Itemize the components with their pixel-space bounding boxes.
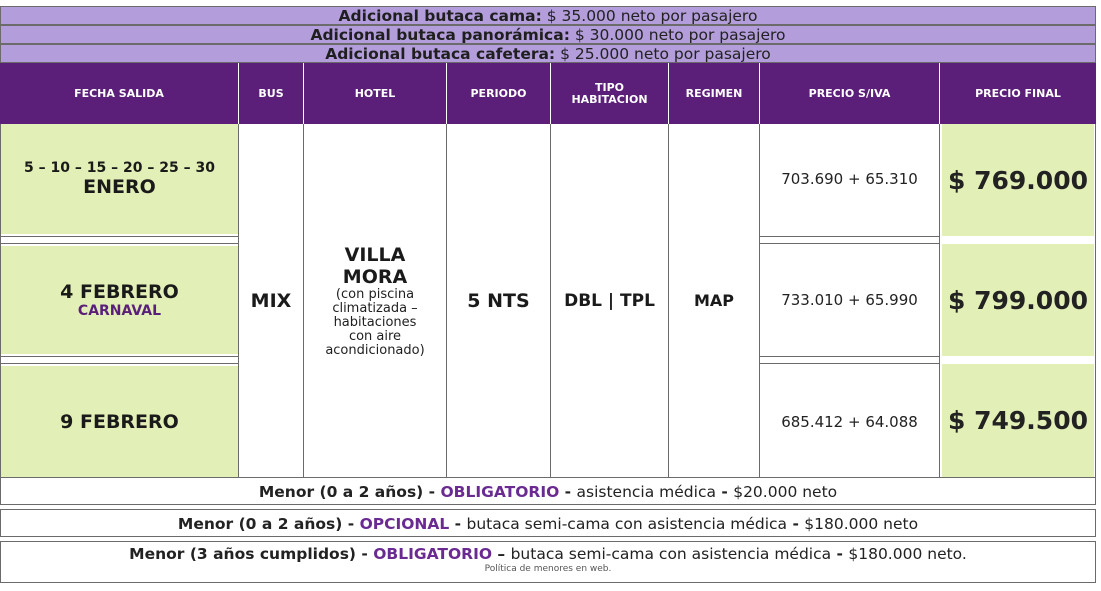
price-final-cell bbox=[942, 124, 1094, 236]
banner-butaca-panoramica bbox=[0, 25, 1096, 44]
date-cell-4-febrero bbox=[1, 246, 238, 354]
hotel-desc-line2: climatizada – bbox=[332, 300, 418, 316]
note-status: OPCIONAL bbox=[359, 515, 450, 533]
header-periodo: PERIODO bbox=[446, 63, 550, 124]
note-subject: Menor (0 a 2 años) bbox=[177, 515, 343, 533]
note-menor-opcional bbox=[0, 509, 1096, 537]
row-separator bbox=[760, 356, 939, 364]
periodo-value: 5 NTS bbox=[467, 289, 530, 312]
note-menor-3-anios bbox=[0, 541, 1096, 583]
column-fecha bbox=[0, 124, 238, 477]
column-precio-siva bbox=[759, 124, 939, 477]
regimen-cell bbox=[668, 124, 759, 477]
row-separator bbox=[1, 356, 238, 364]
note-price: $20.000 neto bbox=[733, 483, 838, 501]
note-dash: - bbox=[449, 515, 467, 533]
row-separator bbox=[1, 236, 238, 244]
header-tipo-habitacion bbox=[550, 63, 668, 124]
hotel-name-line1: VILLA bbox=[344, 243, 406, 266]
header-hotel: HOTEL bbox=[303, 63, 446, 124]
price-siva-value: 685.412 + 64.088 bbox=[781, 412, 918, 431]
note-price: $180.000 neto bbox=[804, 515, 919, 533]
date-cell-enero bbox=[1, 124, 238, 234]
bus-value: MIX bbox=[250, 289, 292, 312]
price-final-value: $ 749.500 bbox=[948, 406, 1088, 435]
note-dash: – bbox=[492, 545, 511, 563]
note-policy-small: Política de menores en web. bbox=[484, 564, 612, 574]
banner-label: Adicional butaca cafetera: bbox=[325, 45, 556, 63]
note-subject: Menor (0 a 2 años) bbox=[258, 483, 424, 501]
hotel-desc-line3: habitaciones bbox=[333, 314, 417, 330]
header-fecha-salida: FECHA SALIDA bbox=[74, 86, 164, 100]
date-cell-9-febrero bbox=[1, 366, 238, 477]
note-dash: - bbox=[831, 545, 849, 563]
note-dash: - bbox=[715, 483, 734, 501]
note-subject: Menor (3 años cumplidos) bbox=[129, 545, 357, 563]
note-dash: - bbox=[423, 483, 441, 501]
header-tipo-line2: HABITACION bbox=[571, 92, 648, 106]
regimen-value: MAP bbox=[693, 291, 735, 310]
note-detail: butaca semi-cama con asistencia médica bbox=[510, 545, 832, 563]
note-status: OBLIGATORIO bbox=[373, 545, 493, 563]
banner-label: Adicional butaca cama: bbox=[338, 7, 542, 25]
header-tipo-line1: TIPO bbox=[594, 80, 624, 94]
date-day: 9 FEBRERO bbox=[60, 410, 179, 433]
tipo-habitacion-cell bbox=[550, 124, 668, 477]
bus-cell bbox=[238, 124, 303, 477]
date-day: 4 FEBRERO bbox=[60, 281, 179, 303]
row-separator bbox=[760, 236, 939, 244]
date-days: 5 – 10 – 15 – 20 – 25 – 30 bbox=[24, 160, 215, 176]
banner-value: $ 25.000 neto por pasajero bbox=[560, 45, 771, 63]
price-siva-value: 733.010 + 65.990 bbox=[781, 291, 918, 309]
price-siva-cell bbox=[760, 366, 939, 477]
price-final-value: $ 799.000 bbox=[948, 285, 1088, 315]
price-siva-value: 703.690 + 65.310 bbox=[781, 170, 918, 188]
table-header bbox=[0, 63, 1096, 124]
note-dash: - bbox=[559, 483, 577, 501]
price-siva-cell bbox=[760, 124, 939, 234]
price-final-value: $ 769.000 bbox=[948, 165, 1088, 195]
banner-label: Adicional butaca panorámica: bbox=[310, 26, 570, 44]
header-regimen: REGIMEN bbox=[668, 63, 759, 124]
banner-value: $ 35.000 neto por pasajero bbox=[546, 7, 758, 25]
note-price: $180.000 neto. bbox=[848, 545, 967, 563]
hotel-desc-line5: acondicionado) bbox=[325, 342, 425, 358]
note-dash: - bbox=[787, 515, 805, 533]
price-final-cell bbox=[942, 244, 1094, 356]
banner-butaca-cama bbox=[0, 6, 1096, 25]
note-detail: asistencia médica bbox=[576, 483, 716, 501]
column-precio-final bbox=[939, 124, 1096, 477]
hotel-desc-line4: con aire bbox=[348, 328, 402, 344]
hotel-desc-line1: (con piscina bbox=[335, 286, 415, 302]
hotel-cell bbox=[303, 124, 446, 477]
banner-value: $ 30.000 neto por pasajero bbox=[574, 26, 786, 44]
header-precio-final: PRECIO FINAL bbox=[939, 63, 1096, 124]
header-precio-siva: PRECIO S/IVA bbox=[759, 63, 939, 124]
table-body bbox=[0, 124, 1096, 477]
header-bus: BUS bbox=[238, 63, 303, 124]
note-main-line bbox=[1, 545, 1095, 563]
banner-butaca-cafetera bbox=[0, 44, 1096, 63]
tipo-value: DBL | TPL bbox=[564, 290, 655, 311]
periodo-cell bbox=[446, 124, 550, 477]
note-dash: - bbox=[356, 545, 374, 563]
note-dash: - bbox=[342, 515, 360, 533]
note-status: OBLIGATORIO bbox=[440, 483, 560, 501]
hotel-name-line2: MORA bbox=[342, 265, 408, 288]
date-note-carnaval: CARNAVAL bbox=[77, 303, 162, 319]
price-siva-cell bbox=[760, 246, 939, 354]
date-month: ENERO bbox=[83, 176, 156, 198]
note-detail: butaca semi-cama con asistencia médica bbox=[466, 515, 788, 533]
note-menor-asistencia bbox=[0, 477, 1096, 505]
price-final-cell bbox=[942, 364, 1094, 477]
